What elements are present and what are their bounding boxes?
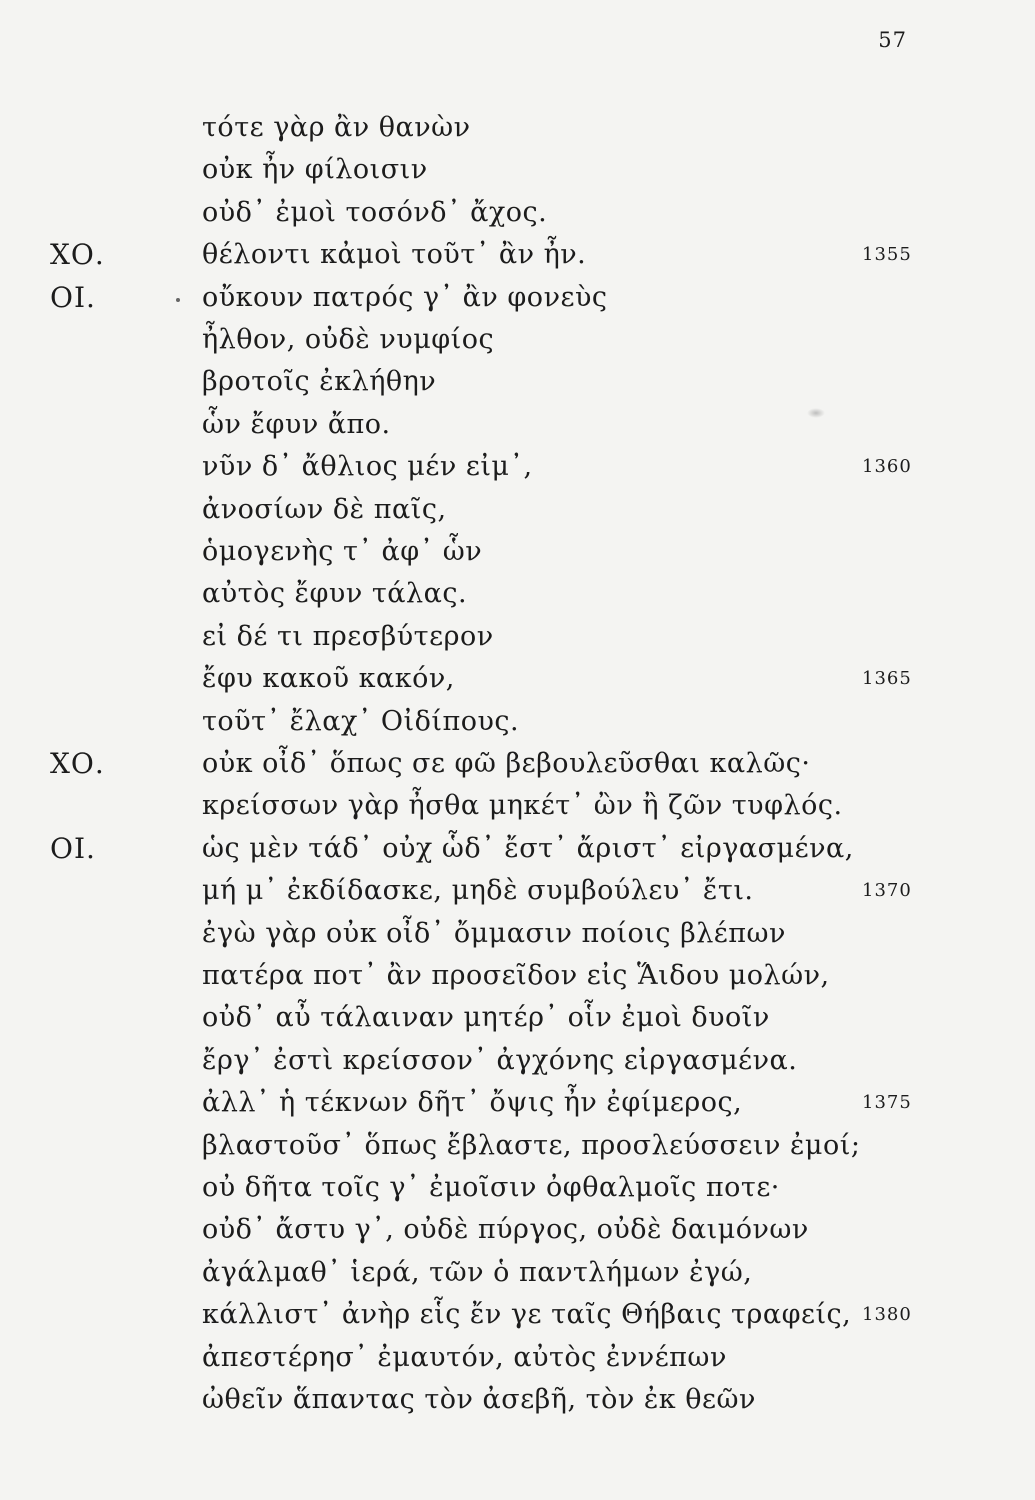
verse-line <box>0 1338 1035 1378</box>
line-number: 1360 <box>862 456 912 478</box>
speaker-label: ΧΟ. <box>50 747 105 780</box>
verse-text-line: μή μ᾽ ἐκδίδασκε, μηδὲ συμβούλευ᾽ ἔτι. <box>202 875 754 907</box>
verse-text-line: θέλοντι κἀμοὶ τοῦτ᾽ ἂν ἦν. <box>202 239 587 271</box>
ink-smudge <box>807 408 825 418</box>
verse-line <box>0 617 1035 657</box>
verse-text-line: ἀπεστέρησ᾽ ἐμαυτόν, αὐτὸς ἐννέπων <box>202 1341 727 1373</box>
verse-text-line: οὐδ᾽ ἄστυ γ᾽, οὐδὲ πύργος, οὐδὲ δαιμόνων <box>202 1214 809 1246</box>
print-speck <box>176 298 180 302</box>
verse-line <box>0 786 1035 826</box>
verse-line <box>0 1041 1035 1081</box>
verse-line <box>0 532 1035 572</box>
verse-line <box>0 1210 1035 1250</box>
verse-line <box>0 193 1035 233</box>
verse-text-line: ἦλθον, οὐδὲ νυμφίος <box>202 324 495 355</box>
speaker-label: ΟΙ. <box>50 280 96 314</box>
verse-line <box>0 447 1035 487</box>
page-number: 57 <box>878 28 907 52</box>
verse-line <box>0 278 1035 318</box>
verse-line <box>0 1126 1035 1166</box>
verse-text-line: κάλλιστ᾽ ἀνὴρ εἷς ἔν γε ταῖς Θήβαις τραφείς, <box>202 1299 852 1331</box>
verse-text-line: ἐγὼ γὰρ οὐκ οἶδ᾽ ὄμμασιν ποίοις βλέπων <box>202 917 786 949</box>
verse-line <box>0 956 1035 996</box>
verse-text-line: ὁμογενὴς τ᾽ ἀφ᾽ ὧν <box>202 536 483 567</box>
verse-text-line: ἔφυ κακοῦ κακόν, <box>202 663 455 695</box>
speaker-label: ΧΟ. <box>50 238 105 272</box>
line-number: 1375 <box>862 1092 912 1114</box>
verse-line <box>0 405 1035 445</box>
speaker-label: ΟΙ. <box>50 831 96 865</box>
verse-line <box>0 1380 1035 1420</box>
verse-text-line: εἰ δέ τι πρεσβύτερον <box>202 620 494 652</box>
line-number: 1355 <box>862 244 912 266</box>
verse-text-line: ὡς μὲν τάδ᾽ οὐχ ὧδ᾽ ἔστ᾽ ἄριστ᾽ εἰργασμένα, <box>202 832 854 864</box>
verse-line <box>0 362 1035 402</box>
verse-text-line: οὐκ οἶδ᾽ ὅπως σε φῶ βεβουλεῦσθαι καλῶς· <box>202 748 811 779</box>
verse-text-line: οὐκ ἦν φίλοισιν <box>202 154 428 186</box>
verse-text-line: οὔκουν πατρός γ᾽ ἂν φονεὺς <box>202 281 608 313</box>
verse-line <box>0 1083 1035 1123</box>
verse-text-line: οὐδ᾽ ἐμοὶ τοσόνδ᾽ ἄχος. <box>202 196 548 228</box>
verse-text-line: ἔργ᾽ ἐστὶ κρείσσον᾽ ἀγχόνης εἰργασμένα. <box>202 1044 798 1076</box>
verse-text-line: ὠθεῖν ἅπαντας τὸν ἀσεβῆ, τὸν ἐκ θεῶν <box>202 1384 756 1415</box>
verse-text-line: βροτοῖς ἐκλήθην <box>202 366 437 398</box>
verse-line <box>0 829 1035 869</box>
line-number: 1370 <box>862 880 912 902</box>
verse-text-line: πατέρα ποτ᾽ ἂν προσεῖδον εἰς Ἅιδου μολών, <box>202 960 830 991</box>
verse-text-line: νῦν δ᾽ ἄθλιος μέν εἰμ᾽, <box>202 451 533 483</box>
verse-line <box>0 574 1035 614</box>
verse-text-line: τότε γὰρ ἂν θανὼν <box>202 112 471 143</box>
verse-text-line: ἀγάλμαθ᾽ ἱερά, τῶν ὁ παντλήμων ἐγώ, <box>202 1256 753 1288</box>
verse-line <box>0 1253 1035 1293</box>
verse-line <box>0 702 1035 742</box>
verse-line <box>0 1295 1035 1335</box>
verse-text-line: οὐδ᾽ αὖ τάλαιναν μητέρ᾽ οἷν ἐμοὶ δυοῖν <box>202 1002 770 1034</box>
verse-line <box>0 490 1035 530</box>
line-number: 1365 <box>862 668 912 690</box>
verse-text-line: βλαστοῦσ᾽ ὅπως ἔβλαστε, προσλεύσσειν ἐμοί; <box>202 1129 861 1161</box>
verse-line <box>0 914 1035 954</box>
verse-text-line: οὐ δῆτα τοῖς γ᾽ ἐμοῖσιν ὀφθαλμοῖς ποτε· <box>202 1172 780 1203</box>
verse-line <box>0 320 1035 360</box>
verse-line <box>0 998 1035 1038</box>
verse-text-line: ὧν ἔφυν ἄπο. <box>202 408 391 440</box>
verse-line <box>0 235 1035 275</box>
verse-text-line: κρείσσων γὰρ ἦσθα μηκέτ᾽ ὢν ἢ ζῶν τυφλός. <box>202 790 843 822</box>
verse-text-line: αὐτὸς ἔφυν τάλας. <box>202 578 468 610</box>
verse-line <box>0 108 1035 148</box>
verse-line <box>0 1168 1035 1208</box>
verse-text-line: ἀνοσίων δὲ παῖς, <box>202 493 447 525</box>
verse-line <box>0 871 1035 911</box>
verse-line <box>0 744 1035 784</box>
verse-line <box>0 150 1035 190</box>
verse-text-line: τοῦτ᾽ ἔλαχ᾽ Οἰδίπους. <box>202 705 520 737</box>
verse-line <box>0 659 1035 699</box>
verse-text-line: ἀλλ᾽ ἡ τέκνων δῆτ᾽ ὄψις ἦν ἐφίμερος, <box>202 1087 743 1119</box>
line-number: 1380 <box>862 1304 912 1326</box>
